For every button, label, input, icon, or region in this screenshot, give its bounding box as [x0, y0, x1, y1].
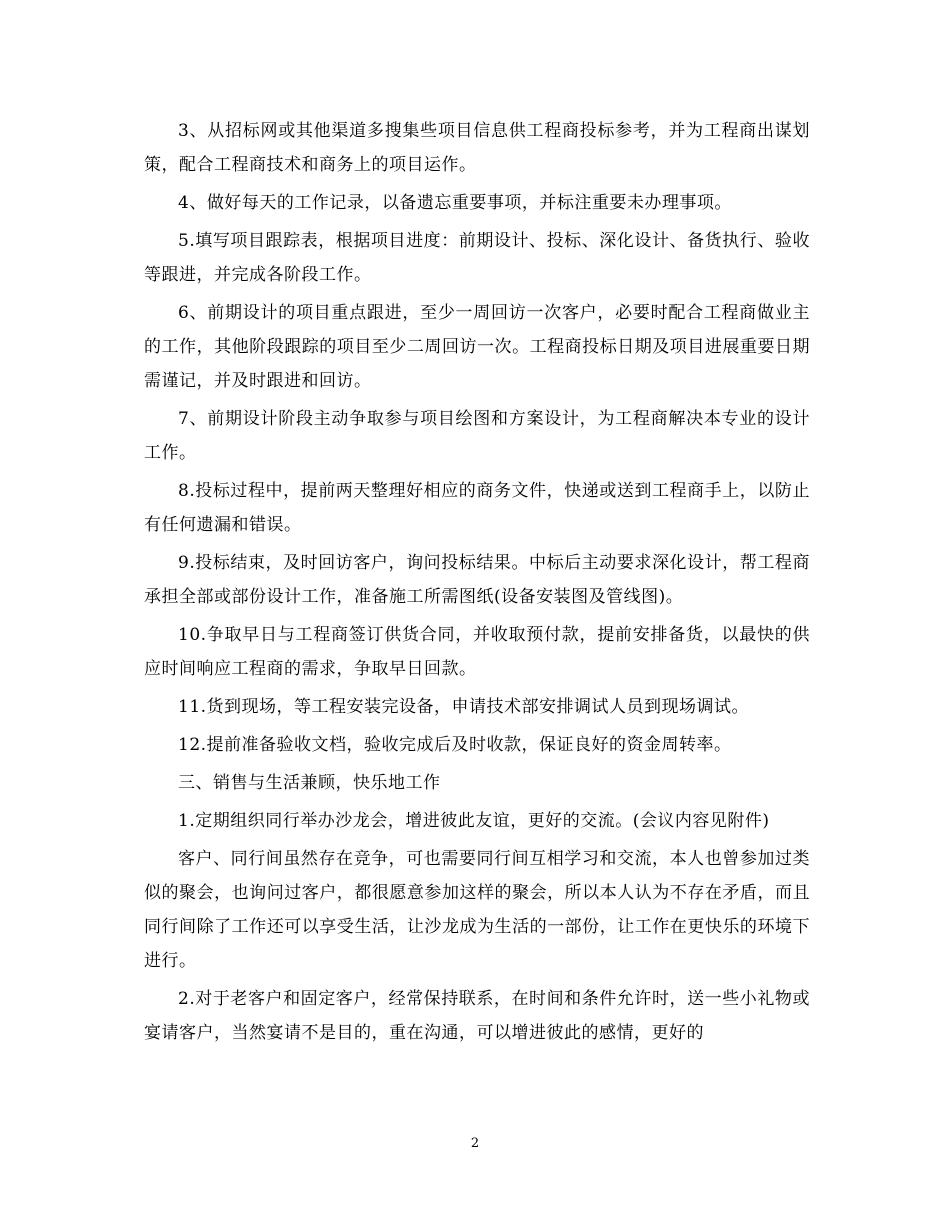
- paragraph-item-3: 3、从招标网或其他渠道多搜集些项目信息供工程商投标参考，并为工程商出谋划策，配合工程商技术和商务上的项目运作。: [144, 121, 810, 175]
- paragraph-item-10: 10.争取早日与工程商签订供货合同，并收取预付款，提前安排备货，以最快的供应时间响应工程商的需求，争取早日回款。: [144, 625, 810, 679]
- page-number: 2: [470, 1136, 480, 1151]
- paragraph-item-5: 5.填写项目跟踪表，根据项目进度：前期设计、投标、深化设计、备货执行、验收等跟进，并完成各阶段工作。: [144, 231, 810, 285]
- paragraph-old-clients: 2.对于老客户和固定客户，经常保持联系，在时间和条件允许时，送一些小礼物或宴请客户，当然宴请不是目的，重在沟通，可以增进彼此的感情，更好的: [144, 989, 810, 1043]
- paragraph-item-9: 9.投标结束，及时回访客户，询问投标结果。中标后主动要求深化设计，帮工程商承担全部或部份设计工作，准备施工所需图纸(设备安装图及管线图)。: [144, 553, 810, 607]
- paragraph-item-7: 7、前期设计阶段主动争取参与项目绘图和方案设计，为工程商解决本专业的设计工作。: [144, 409, 810, 463]
- paragraph-item-8: 8.投标过程中，提前两天整理好相应的商务文件，快递或送到工程商手上，以防止有任何遗漏和错误。: [144, 481, 810, 535]
- paragraph-item-11: 11.货到现场，等工程安装完设备，申请技术部安排调试人员到现场调试。: [178, 697, 750, 717]
- paragraph-item-4: 4、做好每天的工作记录，以备遗忘重要事项，并标注重要未办理事项。: [178, 193, 732, 213]
- paragraph-salon: 1.定期组织同行举办沙龙会，增进彼此友谊，更好的交流。(会议内容见附件): [178, 811, 770, 831]
- paragraph-item-12: 12.提前准备验收文档，验收完成后及时收款，保证良好的资金周转率。: [178, 735, 732, 755]
- paragraph-item-6: 6、前期设计的项目重点跟进，至少一周回访一次客户，必要时配合工程商做业主的工作，其他阶段跟踪的项目至少二周回访一次。工程商投标日期及项目进展重要日期需谨记，并及时跟进和回访。: [144, 303, 810, 391]
- paragraph-competition: 客户、同行间虽然存在竞争，可也需要同行间互相学习和交流，本人也曾参加过类似的聚会，也询问过客户，都很愿意参加这样的聚会，所以本人认为不存在矛盾，而且同行间除了工作还可以享受生活，让沙龙成为生活的一部份，让工作在更快乐的环境下进行。: [144, 849, 810, 971]
- document-body: [144, 114, 810, 1054]
- section-heading: 三、销售与生活兼顾，快乐地工作: [178, 773, 441, 793]
